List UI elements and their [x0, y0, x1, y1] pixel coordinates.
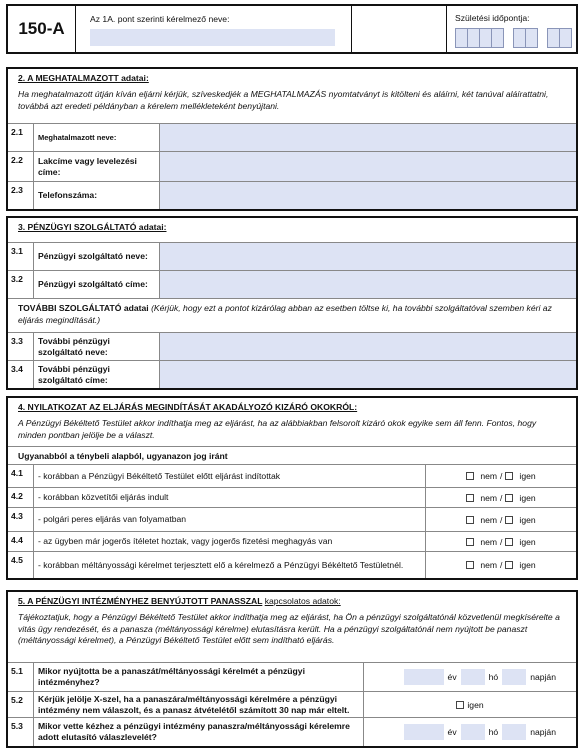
rejection-year-field[interactable] [404, 724, 444, 740]
rejection-date-fields [364, 718, 576, 746]
rejection-day-field[interactable] [502, 724, 526, 740]
yes-label: igen [519, 536, 536, 547]
complaint-day-field[interactable] [502, 669, 526, 685]
row-3-1 [8, 242, 576, 270]
row-label: - korábban méltányossági kérelmet terjesztett elő a kérelmező a Pénzügyi Békéltető Testületnél. [34, 552, 426, 578]
no-reply-choice [364, 692, 576, 717]
choice-separator: / [500, 471, 503, 481]
additional-provider-title: TOVÁBBI SZOLGÁLTATÓ adatai [18, 303, 149, 313]
row-label: Mikor vette kézhez a pénzügyi intézmény panaszra/méltányossági kérelemre adott elutasító válaszlevelét? [34, 718, 364, 746]
section-complaint [6, 590, 578, 748]
row-label: Telefonszáma: [34, 182, 160, 209]
section-2-note: Ha meghatalmazott útján kíván eljárni kérjük, szíveskedjék a MEGHATALMAZÁS nyomtatványt is kitölteni és aláírni, két tanúval aláírattatni, továbbá azt eredeti példányban a kérelem mellékleteként benyújtani. [18, 89, 549, 111]
row-5-1 [8, 662, 576, 691]
complaint-date-fields [364, 663, 576, 691]
row-4-3 [8, 507, 576, 531]
row-label: - korábban közvetítői eljárás indult [34, 488, 426, 507]
yes-label: igen [519, 471, 536, 481]
row-4-2 [8, 487, 576, 507]
choice-separator: / [500, 514, 503, 525]
choice-4-4 [426, 532, 576, 551]
section-5-title: 5. A PÉNZÜGYI INTÉZMÉNYHEZ BENYÚJTOTT PANASSZAL [18, 596, 263, 606]
section-4-subtitle: Ugyanabból a ténybeli alapból, ugyanazon jog iránt [8, 446, 576, 465]
attorney-phone-field[interactable] [160, 182, 576, 209]
section-financial-provider [6, 216, 578, 390]
row-2-2 [8, 151, 576, 181]
birth-day-digit-2[interactable] [559, 28, 572, 48]
section-2-title: 2. A MEGHATALMAZOTT adatai: [18, 73, 149, 83]
row-number: 5.2 [8, 692, 34, 717]
choice-separator: / [500, 492, 503, 503]
no-label: nem [480, 471, 498, 481]
row-number: 5.1 [8, 663, 34, 691]
row-label: Pénzügyi szolgáltató neve: [34, 243, 160, 270]
section-4-note: A Pénzügyi Békéltető Testület akkor indíthatja meg az eljárást, ha az alábbiakban felsorolt kizáró okok egyike sem áll fenn. Fontos, hogy minden pontban jelölje be a választ. [18, 418, 537, 440]
yes-checkbox[interactable] [505, 561, 513, 569]
birth-date-label: Születési időpontja: [455, 13, 530, 23]
row-3-2 [8, 270, 576, 298]
yes-label: igen [519, 514, 536, 525]
row-5-3 [8, 717, 576, 746]
choice-separator: / [500, 560, 503, 570]
row-label: Meghatalmazott neve: [34, 124, 160, 151]
row-number: 3.2 [8, 271, 34, 298]
birth-date-cells [455, 28, 571, 48]
row-number: 4.2 [8, 488, 34, 507]
row-number: 4.3 [8, 508, 34, 531]
no-label: nem [480, 514, 498, 525]
year-label: év [447, 727, 457, 737]
choice-separator: / [500, 536, 503, 547]
row-label: - az ügyben már jogerős ítéletet hoztak, vagy jogerős fizetési meghagyás van [34, 532, 426, 551]
row-label: Pénzügyi szolgáltató címe: [34, 271, 160, 298]
no-reply-checkbox[interactable] [456, 701, 464, 709]
yes-checkbox[interactable] [505, 538, 513, 546]
row-2-3 [8, 181, 576, 209]
no-label: nem [480, 536, 498, 547]
row-label: Kérjük jelölje X-szel, ha a panaszára/méltányossági kérelmére a pénzügyi intézmény nem válaszolt, és a panasz átvételétől számított 30 nap már eltelt. [34, 692, 364, 717]
additional-provider-intro [8, 298, 576, 332]
yes-label: igen [519, 560, 536, 570]
row-number: 2.1 [8, 124, 34, 151]
no-label: nem [480, 560, 498, 570]
month-label: hó [488, 672, 499, 682]
rejection-month-field[interactable] [461, 724, 485, 740]
applicant-name-label: Az 1A. pont szerinti kérelmező neve: [90, 14, 230, 24]
no-checkbox[interactable] [466, 472, 474, 480]
row-label: Lakcíme vagy levelezési címe: [34, 152, 160, 181]
attorney-address-field[interactable] [160, 152, 576, 181]
choice-4-3 [426, 508, 576, 531]
no-checkbox[interactable] [466, 561, 474, 569]
complaint-month-field[interactable] [461, 669, 485, 685]
additional-provider-name-field[interactable] [160, 333, 576, 360]
row-3-4 [8, 360, 576, 388]
no-checkbox[interactable] [466, 494, 474, 502]
day-label: napján [530, 672, 556, 682]
yes-checkbox[interactable] [505, 516, 513, 524]
row-number: 2.2 [8, 152, 34, 181]
yes-label: igen [519, 492, 536, 503]
row-5-2 [8, 691, 576, 717]
complaint-year-field[interactable] [404, 669, 444, 685]
row-number: 4.4 [8, 532, 34, 551]
row-4-1 [8, 464, 576, 487]
year-label: év [447, 672, 457, 682]
yes-checkbox[interactable] [505, 494, 513, 502]
month-label: hó [488, 727, 499, 737]
no-label: nem [480, 492, 498, 503]
applicant-name-field[interactable] [90, 29, 335, 46]
no-checkbox[interactable] [466, 516, 474, 524]
row-label: További pénzügyi szolgáltató címe: [34, 361, 160, 388]
additional-provider-address-field[interactable] [160, 361, 576, 388]
choice-4-1 [426, 465, 576, 487]
row-number: 3.4 [8, 361, 34, 388]
section-3-title: 3. PÉNZÜGYI SZOLGÁLTATÓ adatai: [18, 222, 167, 232]
yes-label: igen [467, 699, 484, 710]
row-number: 2.3 [8, 182, 34, 209]
section-attorney [6, 67, 578, 211]
section-4-title: 4. NYILATKOZAT AZ ELJÁRÁS MEGINDÍTÁSÁT AKADÁLYOZÓ KIZÁRÓ OKOKRÓL: [18, 402, 358, 412]
row-4-4 [8, 531, 576, 551]
form-header [6, 4, 578, 54]
row-4-5 [8, 551, 576, 578]
applicant-name-section [76, 6, 352, 52]
no-checkbox[interactable] [466, 538, 474, 546]
header-spacer [352, 6, 447, 52]
section-5-title-wrap [8, 592, 576, 610]
row-label: További pénzügyi szolgáltató neve: [34, 333, 160, 360]
section-exclusion-declaration [6, 396, 578, 580]
row-number: 5.3 [8, 718, 34, 746]
section-5-note: Tájékoztatjuk, hogy a Pénzügyi Békéltető Testület akkor indíthatja meg az eljárást, ha Ön a pénzügyi szolgáltatónál közvetlenül megkísérelte a vitás ügy rendezését, és a panasza (méltányossági kérelme) elutasításra került. Ha a pénzügyi szolgáltatónál nem nyújtott be panaszt (méltányossági kérelmet), a Pénzügyi Békéltető Testület előtt sem indítható eljárás. [18, 612, 560, 645]
birth-date-section [447, 6, 576, 52]
attorney-name-field[interactable] [160, 124, 576, 151]
day-label: napján [530, 727, 556, 737]
row-number: 3.1 [8, 243, 34, 270]
choice-4-2 [426, 488, 576, 507]
provider-address-field[interactable] [160, 271, 576, 298]
yes-checkbox[interactable] [505, 472, 513, 480]
row-number: 3.3 [8, 333, 34, 360]
row-label: - korábban a Pénzügyi Békéltető Testület előtt eljárást indítottak [34, 465, 426, 487]
row-number: 4.5 [8, 552, 34, 578]
row-number: 4.1 [8, 465, 34, 487]
row-label: - polgári peres eljárás van folyamatban [34, 508, 426, 531]
choice-4-5 [426, 552, 576, 578]
section-5-title-rest: kapcsolatos adatok: [264, 596, 341, 606]
form-id: 150-A [8, 6, 76, 52]
row-label: Mikor nyújtotta be a panaszát/méltányossági kérelmét a pénzügyi intézményhez? [34, 663, 364, 691]
provider-name-field[interactable] [160, 243, 576, 270]
row-3-3 [8, 332, 576, 360]
additional-provider-note: (Kérjük, hogy ezt a pontot kizárólag abban az esetben töltse ki, ha további szolgáltatóval szemben kéri az eljárás megindítását.) [18, 303, 552, 325]
row-2-1 [8, 123, 576, 151]
